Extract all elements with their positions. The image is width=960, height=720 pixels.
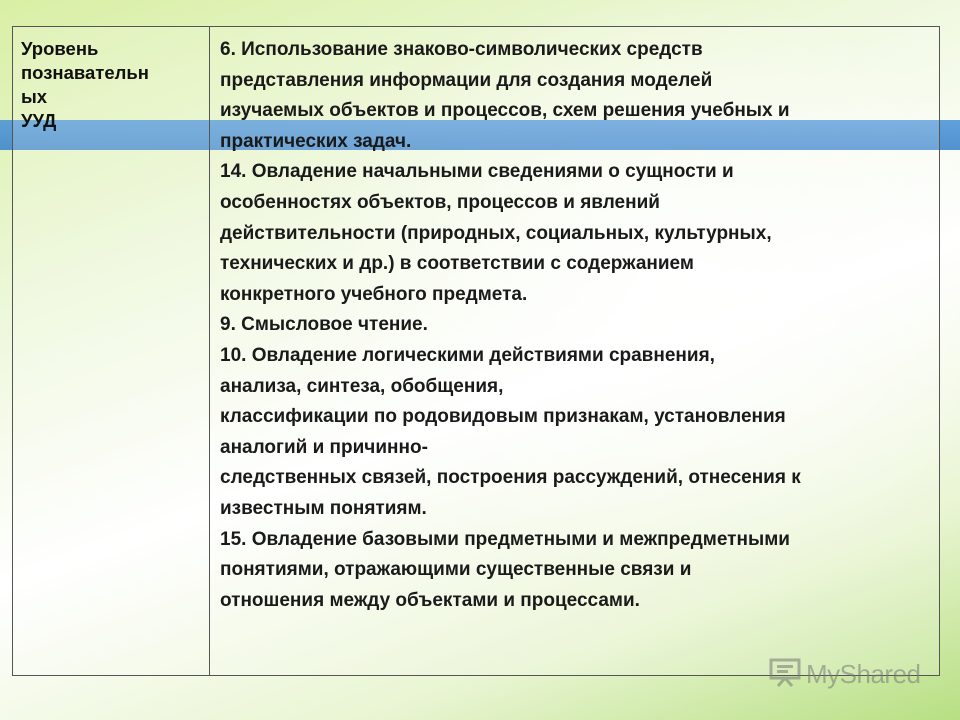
content-line: отношения между объектами и процессами.	[220, 589, 640, 611]
content-line: 6. Использование знаково-символических средств	[220, 39, 703, 60]
content-line: конкретного учебного предмета.	[220, 283, 528, 305]
content-line: 15. Овладение базовыми предметными и межпредметными	[220, 528, 790, 550]
content-line: следственных связей, построения рассуждений, отнесения к	[220, 467, 801, 489]
content-line: 10. Овладение логическими действиями сравнения,	[220, 344, 715, 366]
content-line: аналогий и причинно-	[220, 436, 428, 458]
watermark	[768, 656, 921, 692]
content-line: анализа, синтеза, обобщения,	[220, 375, 504, 397]
label-line: УУД	[21, 110, 57, 131]
content-line: технических и др.) в соответствии с содержанием	[220, 253, 694, 275]
presentation-board-icon	[768, 657, 802, 692]
content-line: действительности (природных, социальных, культурных,	[220, 222, 772, 244]
table-row	[13, 27, 940, 676]
content-line: 14. Овладение начальными сведениями о сущности и	[220, 161, 734, 183]
content-line: известным понятиям.	[220, 497, 427, 519]
label-line: ых	[21, 86, 48, 107]
content-line: представления информации для создания моделей	[220, 69, 713, 91]
label-line: Уровень	[21, 38, 99, 59]
content-cell	[210, 27, 940, 676]
content-line: практических задач.	[220, 130, 412, 152]
content-line: 9. Смысловое чтение.	[220, 314, 428, 336]
content-line: изучаемых объектов и процессов, схем решения учебных и	[220, 100, 790, 122]
watermark-text: MyShared	[806, 658, 921, 689]
content-table	[12, 26, 940, 676]
content-line: понятиями, отражающими существенные связи и	[220, 559, 692, 581]
content-line: классификации по родовидовым признакам, установления	[220, 406, 786, 428]
content-line: особенностях объектов, процессов и явлений	[220, 191, 660, 213]
label-line: познавательн	[21, 62, 149, 83]
label-cell	[13, 27, 210, 676]
